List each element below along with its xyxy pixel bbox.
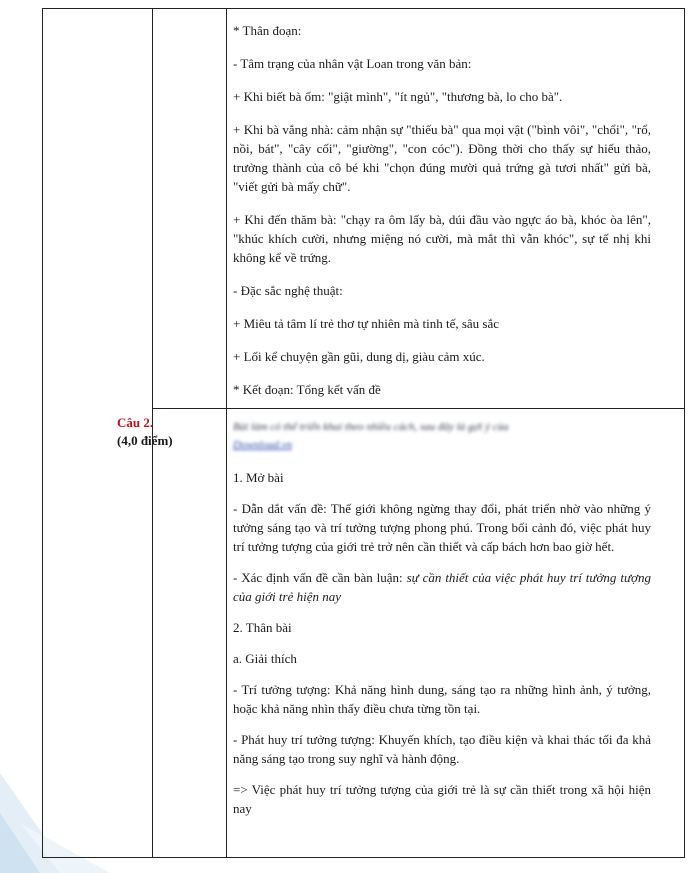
- question-number: Câu 2.: [117, 415, 154, 430]
- explain-paragraph: - Phát huy trí tưởng tượng: Khuyến khích, tạo điều kiện và khai thác tối đa khả năng sáng tạo trong suy nghĩ và hành động.: [233, 732, 651, 766]
- column-divider-2: [226, 9, 227, 857]
- explain-paragraph: - Trí tưởng tượng: Khả năng hình dung, sáng tạo ra những hình ảnh, ý tưởng, hoặc khả năng nhìn thấy điều chưa từng tồn tại.: [233, 682, 651, 716]
- section1-content: [233, 21, 651, 413]
- heading-than-bai: 2. Thân bài: [233, 620, 292, 635]
- section1-title: * Thân đoạn:: [233, 23, 302, 38]
- section1-paragraph: + Khi bà vắng nhà: cảm nhận sự "thiếu bà" qua mọi vật ("bình vôi", "chổi", "rổ, nồi, bát", "cây cối", "giường", "con cóc"). Đồng thời cho thấy sự hiếu thảo, trưởng thành của cô bé khi "chọn đúng mười quả trứng gà tươi nhất" gửi bà, "viết gửi bà mấy chữ".: [233, 122, 651, 194]
- blurred-note: [233, 418, 651, 454]
- section1-paragraph: - Tâm trạng của nhân vật Loan trong văn bản:: [233, 56, 472, 71]
- section1-paragraph: + Miêu tả tâm lí trẻ thơ tự nhiên mà tinh tế, sâu sắc: [233, 316, 500, 331]
- question-points: (4,0 điểm): [117, 433, 173, 448]
- heading-giai-thich: a. Giải thích: [233, 651, 297, 666]
- intro-paragraph-2: [233, 568, 651, 606]
- intro-paragraph: - Dẫn dắt vấn đề: Thế giới không ngừng thay đổi, phát triển nhờ vào những ý tưởng sáng tạo và trí tưởng tượng phong phú. Trong bối cảnh đó, việc phát huy trí tưởng tượng của giới trẻ trở nên cần thiết và cấp bách hơn bao giờ hết.: [233, 501, 651, 554]
- section1-paragraph: + Khi biết bà ốm: "giật mình", "ít ngủ", "thương bà, lo cho bà".: [233, 89, 563, 104]
- section1-paragraph: - Đặc sắc nghệ thuật:: [233, 283, 343, 298]
- heading-mo-bai: 1. Mở bài: [233, 470, 284, 485]
- section1-paragraph: + Khi đến thăm bà: "chạy ra ôm lấy bà, dúi đầu vào ngực áo bà, khóc òa lên", "khúc khích cười, nhưng miệng nó cười, mà mắt thì vẫn khóc", sự tế nhị khi không kể về trứng.: [233, 212, 651, 265]
- section1-paragraph: + Lối kể chuyện gần gũi, dung dị, giàu cảm xúc.: [233, 349, 485, 364]
- intro2-italic: sự cần thiết của việc phát huy trí tưởng tượng của giới trẻ hiện nay: [233, 570, 651, 604]
- blurred-note-text: Bài làm có thể triển khai theo nhiều cách, sau đây là gợi ý của: [233, 421, 509, 433]
- section1-paragraph: * Kết đoạn: Tổng kết vấn đề: [233, 382, 381, 397]
- blurred-link[interactable]: Download.vn: [233, 439, 292, 451]
- conclusion-paragraph: => Việc phát huy trí tưởng tượng của giới trẻ là sự cần thiết trong xã hội hiện nay: [233, 782, 651, 816]
- question-label: [117, 414, 173, 450]
- section2-content: [233, 418, 651, 830]
- intro2-prefix: - Xác định vấn đề cần bàn luận:: [233, 570, 407, 585]
